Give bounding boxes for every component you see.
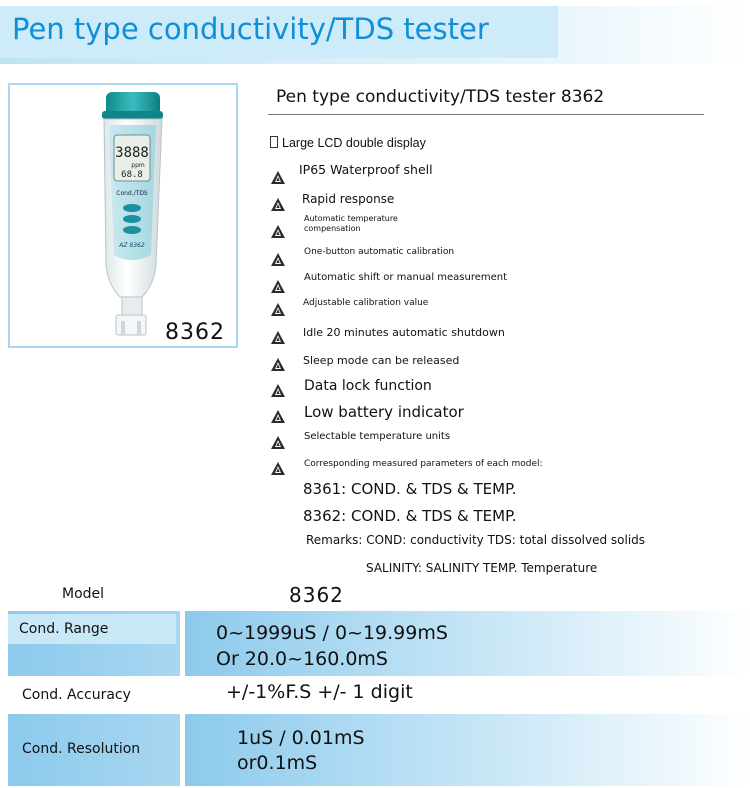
table-model-label: Model [62, 586, 105, 602]
feature-item: Automatic temperature compensation [304, 214, 398, 233]
table-row-label: Cond. Accuracy [22, 687, 131, 703]
lcd-feature-line [270, 136, 426, 150]
table-row-label: Cond. Range [19, 621, 109, 637]
page-title: Pen type conductivity/TDS tester [12, 12, 489, 46]
warning-triangle-icon [270, 383, 286, 398]
warning-triangle-icon [270, 435, 286, 450]
warning-triangle-icon [270, 252, 286, 267]
warning-triangle-icon [270, 409, 286, 424]
feature-item: Selectable temperature units [304, 431, 451, 442]
warning-triangle-icon [270, 197, 286, 212]
feature-item: Data lock function [304, 378, 432, 394]
feature-item: One-button automatic calibration [304, 247, 455, 257]
spec-title: Pen type conductivity/TDS tester 8362 [268, 87, 704, 115]
remarks-line-2: SALINITY: SALINITY TEMP. Temperature [366, 561, 598, 575]
device-lcd-unit: ppm [131, 162, 145, 169]
product-photo-frame [8, 83, 238, 348]
table-model-value: 8362 [289, 583, 344, 607]
device-brand-label: AZ 8362 [119, 242, 145, 249]
table-row-label: Cond. Resolution [22, 741, 141, 757]
warning-triangle-icon [270, 461, 286, 476]
warning-triangle-icon [270, 302, 286, 317]
feature-item: Idle 20 minutes automatic shutdown [303, 326, 505, 339]
warning-triangle-icon [270, 330, 286, 345]
table-row-value-line: Or 20.0~160.0mS [216, 648, 388, 670]
pen-tester-illustration [10, 85, 236, 346]
table-row-value-line: or0.1mS [237, 752, 318, 774]
model-8361-params: 8361: COND. & TDS & TEMP. [303, 480, 517, 498]
remarks-line: Remarks: COND: conductivity TDS: total dissolved solids [306, 533, 646, 547]
warning-triangle-icon [270, 170, 286, 185]
table-row-value-line: 0~1999uS / 0~19.99mS [216, 622, 448, 644]
warning-triangle-icon [270, 279, 286, 294]
warning-triangle-icon [270, 357, 286, 372]
feature-item: Adjustable calibration value [303, 298, 429, 308]
table-row-value-cell [185, 714, 750, 786]
lcd-feature-text: Large LCD double display [282, 136, 426, 150]
warning-triangle-icon [270, 224, 286, 239]
device-lcd-reading: 3888 [115, 145, 149, 161]
feature-item: Rapid response [302, 192, 395, 206]
feature-item: Sleep mode can be released [303, 354, 460, 367]
feature-item: Corresponding measured parameters of each model: [304, 459, 543, 469]
feature-item: Automatic shift or manual measurement [304, 272, 508, 283]
square-bullet-icon [270, 136, 278, 148]
product-model-tag: 8362 [165, 320, 225, 345]
feature-item: Low battery indicator [304, 403, 464, 421]
feature-item: IP65 Waterproof shell [299, 162, 433, 177]
device-lcd-temp: 68.8 [121, 170, 143, 180]
model-8362-params: 8362: COND. & TDS & TEMP. [303, 507, 517, 525]
device-model-label: Cond./TDS [116, 190, 148, 197]
table-row-value-line: +/-1%F.S +/- 1 digit [226, 681, 413, 703]
table-row-value-line: 1uS / 0.01mS [237, 727, 365, 749]
